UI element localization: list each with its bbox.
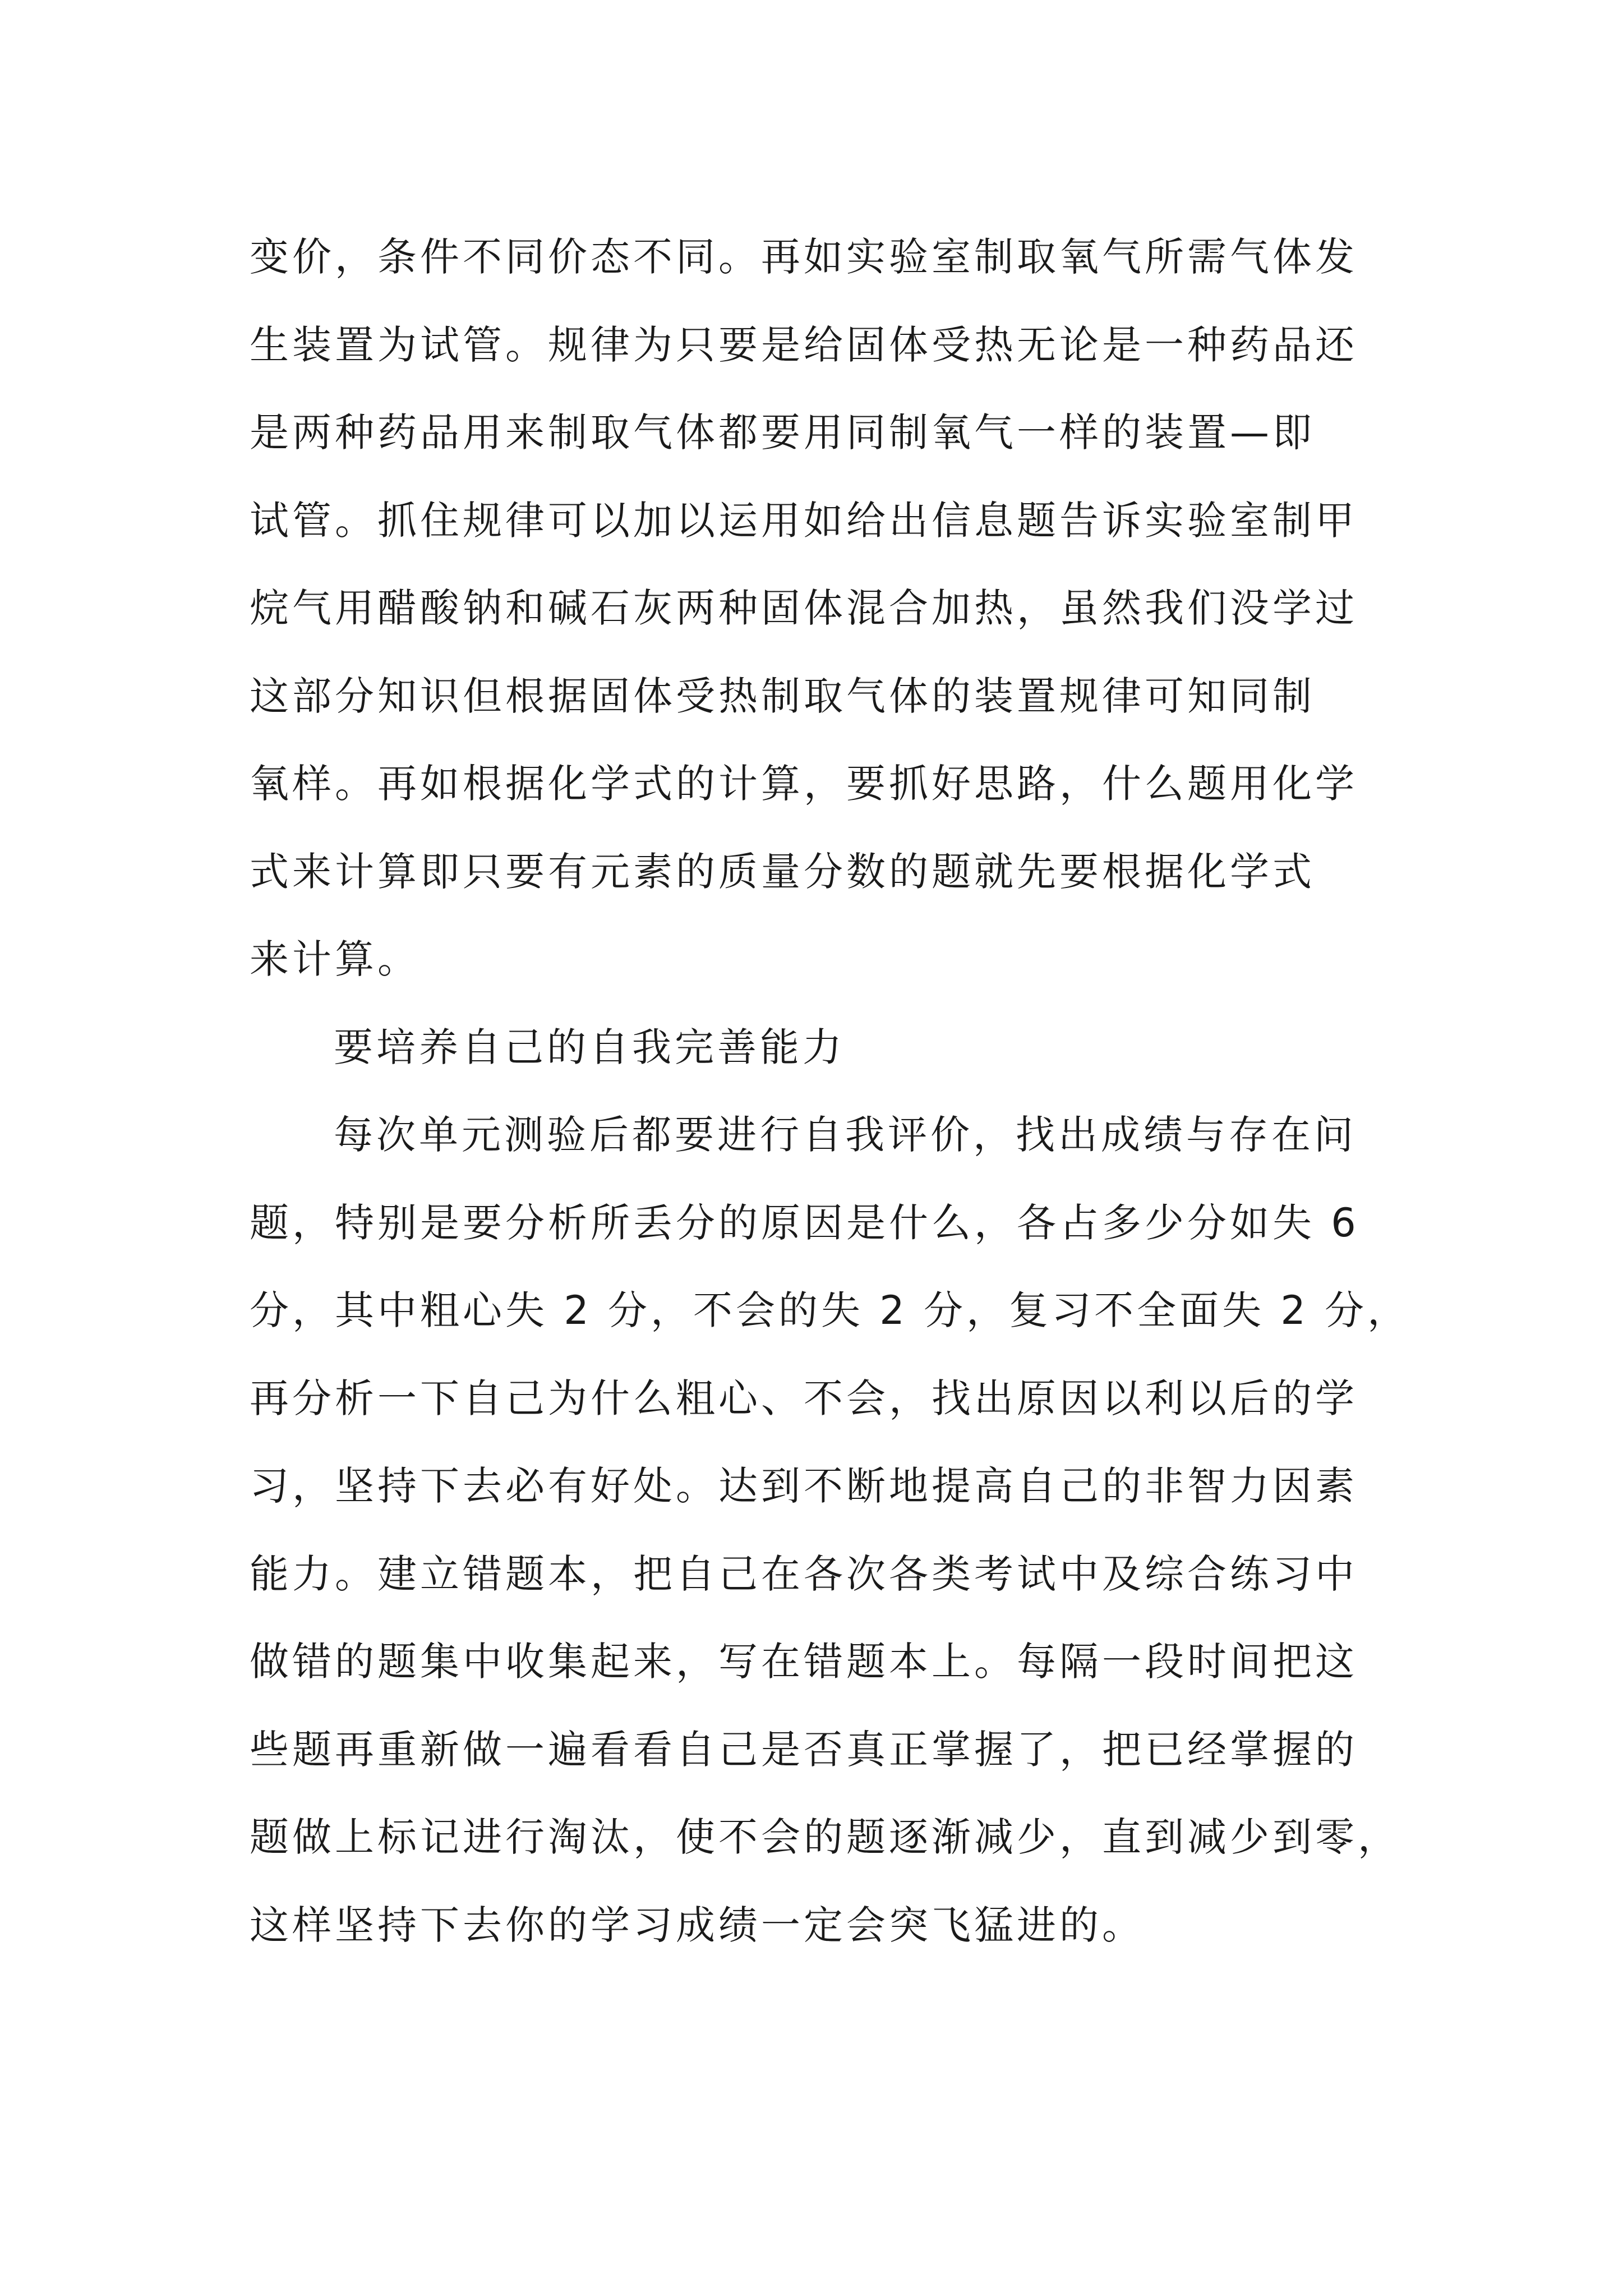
section-heading: 要培养自己的自我完善能力 — [334, 1024, 845, 1070]
paragraph-first-line: 每次单元测验后都要进行自我评价，找出成绩与存在问 — [334, 1112, 1357, 1158]
text-line: 试管。抓住规律可以加以运用如给出信息题告诉实验室制甲 — [250, 497, 1358, 544]
text-line: 是两种药品用来制取气体都要用同制氧气一样的装置—即 — [250, 409, 1315, 455]
text-line: 做错的题集中收集起来，写在错题本上。每隔一段时间把这 — [250, 1639, 1358, 1685]
text-line: 变价，条件不同价态不同。再如实验室制取氧气所需气体发 — [250, 234, 1358, 280]
text-line: 题做上标记进行淘汰，使不会的题逐渐减少，直到减少到零， — [250, 1814, 1400, 1860]
text-line: 氧样。再如根据化学式的计算，要抓好思路，什么题用化学 — [250, 761, 1358, 807]
text-line: 生装置为试管。规律为只要是给固体受热无论是一种药品还 — [250, 321, 1358, 368]
text-line: 些题再重新做一遍看看自己是否真正掌握了，把已经掌握的 — [250, 1726, 1358, 1773]
text-line: 分，其中粗心失 2 分，不会的失 2 分，复习不全面失 2 分， — [250, 1287, 1410, 1333]
text-line: 烷气用醋酸钠和碱石灰两种固体混合加热，虽然我们没学过 — [250, 585, 1358, 631]
text-line: 这部分知识但根据固体受热制取气体的装置规律可知同制 — [250, 673, 1315, 719]
text-line: 习，坚持下去必有好处。达到不断地提高自己的非智力因素 — [250, 1463, 1358, 1509]
text-line: 这样坚持下去你的学习成绩一定会突飞猛进的。 — [250, 1902, 1145, 1948]
text-line: 式来计算即只要有元素的质量分数的题就先要根据化学式 — [250, 848, 1315, 895]
text-line: 来计算。 — [250, 936, 420, 982]
text-line: 题，特别是要分析所丢分的原因是什么，各占多少分如失 6 — [250, 1199, 1359, 1246]
text-line: 能力。建立错题本，把自己在各次各类考试中及综合练习中 — [250, 1550, 1358, 1597]
text-line: 再分析一下自己为什么粗心、不会，找出原因以利以后的学 — [250, 1375, 1358, 1421]
body-text — [250, 213, 1410, 1969]
